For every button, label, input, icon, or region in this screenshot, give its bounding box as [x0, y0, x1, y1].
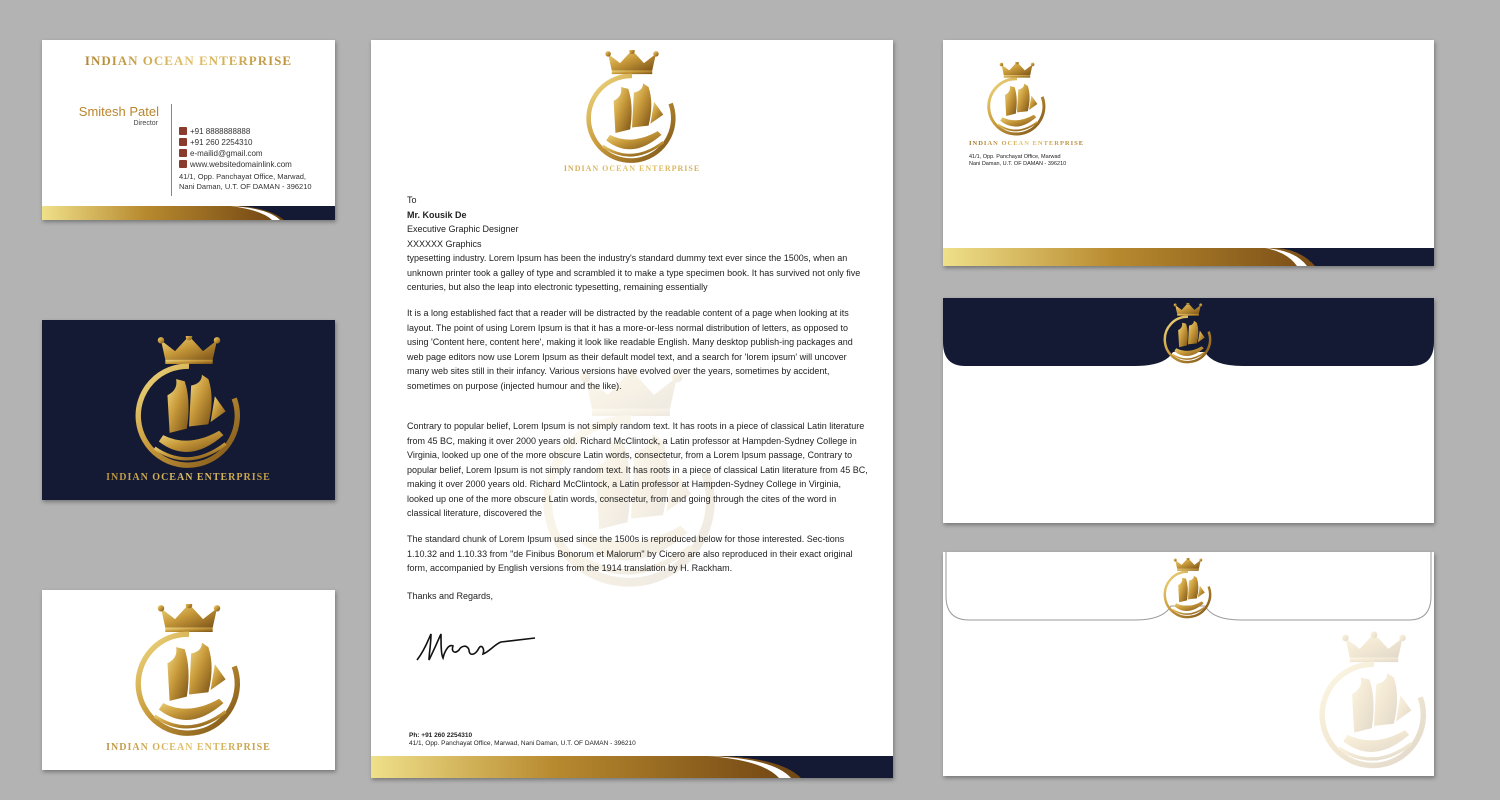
recipient-block	[407, 193, 869, 251]
to-label: To	[407, 195, 417, 205]
letterhead-footer-stripe	[371, 756, 893, 778]
person-name: Smitesh Patel	[78, 104, 159, 119]
crowned-ship-emblem-icon	[1163, 303, 1213, 367]
card-address	[179, 172, 312, 191]
email-address: e-mailid@gmail.com	[190, 149, 263, 158]
letter-paragraph: The standard chunk of Lorem Ipsum used since the 1500s is reproduced below for those interested. Sec-tions 1.10.32 and 1.10.33 from "de Finibus Bonorum et Malorum" by Cicero are also reproduced in their exact original form, accompanied by English versions from the 1914 translation by H. Rackham.	[407, 534, 853, 573]
envelope-footer-stripe	[943, 248, 1434, 266]
crowned-ship-emblem-icon	[1163, 558, 1213, 622]
company-name: INDIAN OCEAN ENTERPRISE	[371, 164, 893, 173]
envelope-back-white	[943, 552, 1434, 776]
watermark-emblem-icon	[1319, 630, 1429, 776]
recipient-name: Mr. Kousik De	[407, 209, 467, 220]
letterhead	[371, 40, 893, 778]
company-name: INDIAN OCEAN ENTERPRISE	[42, 472, 335, 483]
crowned-ship-emblem-icon	[986, 62, 1048, 140]
closing: Thanks and Regards,	[407, 591, 494, 601]
letter-paragraph: Contrary to popular belief, Lorem Ipsum is not simply random text. It has roots in a piece of classical Latin literature from 45 BC, making it over 2000 years old. Richard McClintock, a Latin professor at Hampden-Sydney College in Virginia, looked up one of the more obscure Latin words, consectetur, from a Lorem Ipsum passage, Contrary to popular belief, Lorem Ipsum is not simply random text. It has roots in a piece of classical Latin literature from 45 BC, making it over 2000 years old. Richard McClintock, a Latin professor at Hampden-Sydney College in Virginia, looked up one of the more obscure Latin words, consectetur, from and going through the cites of the word in classical literature, discovered the	[407, 421, 868, 518]
letter-paragraph: typesetting industry. Lorem Ipsum has been the industry's standard dummy text ever since the 1500s, when an unknown printer took a galley of type and scrambled it to make a type specimen book. It has survived not only five centuries, but also the leap into electronic typesetting, remaining essentially	[407, 253, 861, 292]
website-url: www.websitedomainlink.com	[190, 160, 292, 169]
handwritten-signature	[415, 630, 539, 666]
globe-icon	[179, 160, 187, 168]
contact-list	[179, 126, 312, 191]
address-line-2: Nani Daman, U.T. OF DAMAN - 396210	[969, 161, 1067, 167]
mobile-number: +91 8888888888	[190, 127, 251, 136]
contact-phone	[179, 137, 312, 148]
mobile-icon	[179, 127, 187, 135]
recipient-title: Executive Graphic Designer	[407, 224, 519, 234]
contact-website	[179, 159, 312, 170]
crowned-ship-emblem-icon	[586, 50, 678, 170]
crowned-ship-emblem-icon	[134, 604, 244, 744]
business-card-back	[42, 320, 335, 500]
contact-email	[179, 148, 312, 159]
footer-phone: Ph: +91 260 2254310	[409, 732, 473, 739]
footer-address: 41/1, Opp. Panchayat Office, Marwad, Nani Daman, U.T. OF DAMAN - 396210	[409, 740, 636, 747]
recipient-company: XXXXXX Graphics	[407, 238, 482, 249]
email-icon	[179, 149, 187, 157]
person-role: Director	[133, 120, 158, 127]
envelope-front	[943, 40, 1434, 266]
business-card-front	[42, 40, 335, 220]
card-footer-stripe	[42, 206, 335, 220]
address-line-1: 41/1, Opp. Panchayat Office, Marwad,	[179, 172, 307, 181]
envelope-back-navy	[943, 298, 1434, 523]
company-name: INDIAN OCEAN ENTERPRISE	[42, 742, 335, 753]
company-name: INDIAN OCEAN ENTERPRISE	[42, 53, 335, 69]
compliment-card	[42, 590, 335, 770]
phone-icon	[179, 138, 187, 146]
address-line-1: 41/1, Opp. Panchayat Office, Marwad	[969, 154, 1061, 160]
contact-mobile	[179, 126, 312, 137]
company-name: INDIAN OCEAN ENTERPRISE	[969, 140, 1085, 147]
envelope-address	[969, 154, 1066, 168]
letterhead-footer-contact	[409, 732, 636, 748]
phone-number: +91 260 2254310	[190, 138, 253, 147]
letter-paragraph: It is a long established fact that a reader will be distracted by the readable content of a page when looking at its layout. The point of using Lorem Ipsum is that it has a more-or-less normal distribution of letters, as opposed to using 'Content here, content here', making it look like readable English. Many desktop publish-ing packages and web page editors now use Lorem Ipsum as their default model text, and a search for 'lorem ipsum' will uncover many web sites still in their infancy. Various versions have evolved over the years, sometimes by accident, sometimes on purpose (injected humour and the like).	[407, 308, 853, 391]
crowned-ship-emblem-icon	[134, 336, 244, 476]
address-line-2: Nani Daman, U.T. OF DAMAN - 396210	[179, 181, 312, 191]
vertical-divider	[171, 104, 172, 196]
